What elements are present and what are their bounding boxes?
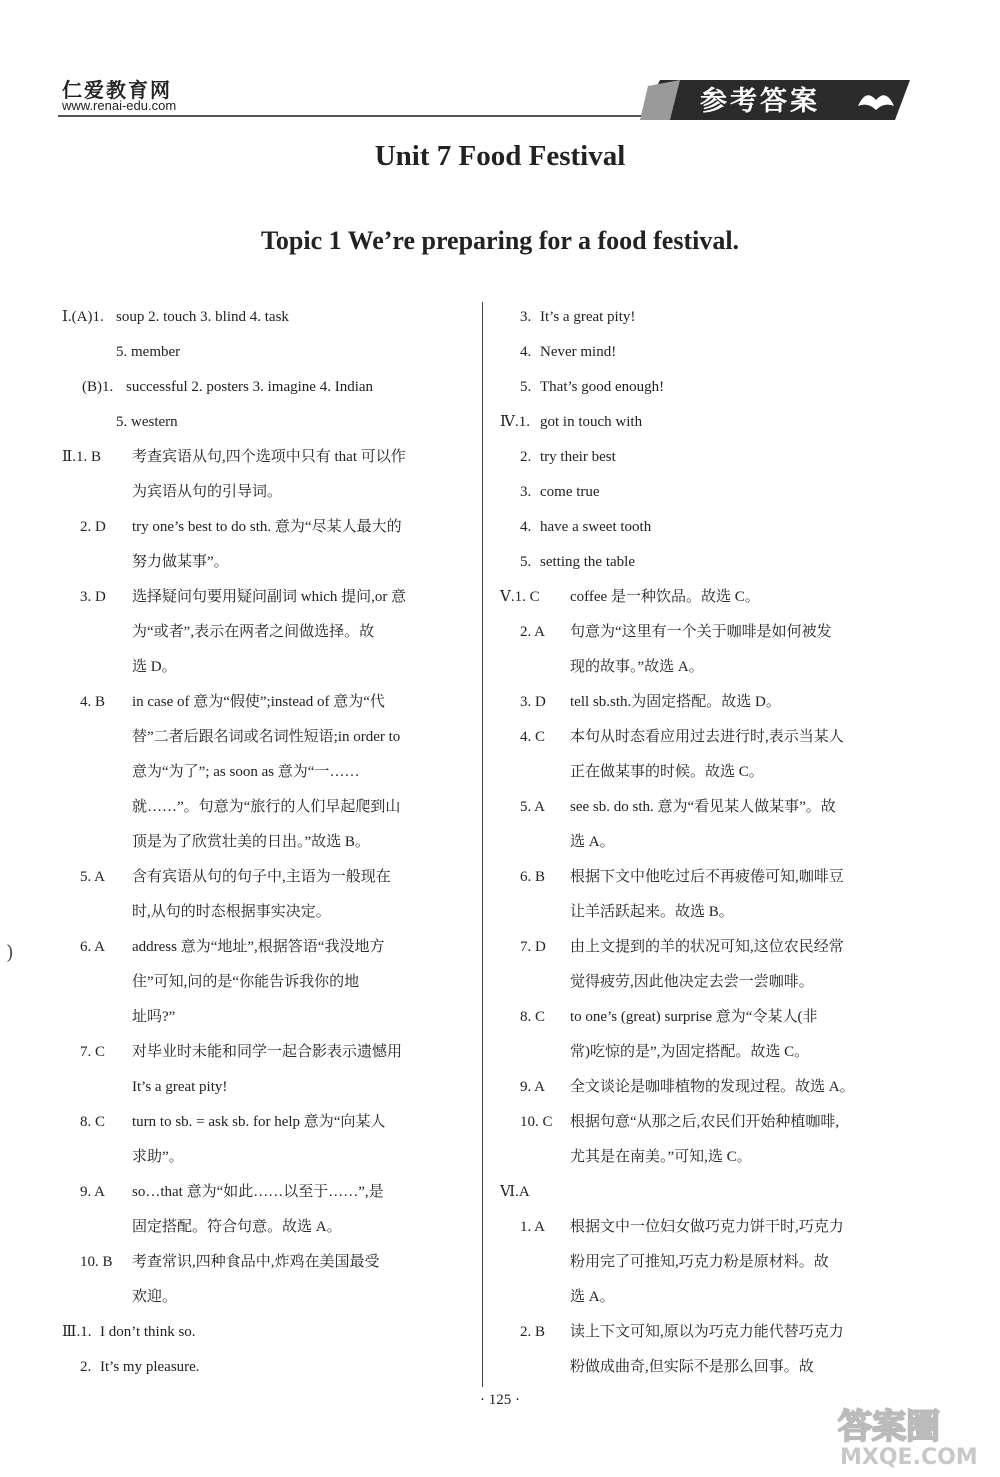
answer-label: 3. D: [520, 694, 546, 710]
answer-label: 7. C: [80, 1044, 106, 1060]
answer-text: It’s a great pity!: [132, 1079, 228, 1095]
answer-label: 4. B: [80, 694, 106, 710]
watermark-logo: [828, 1400, 988, 1470]
answer-label: Ⅲ.1.: [62, 1324, 92, 1340]
answer-label: Ⅰ.(A)1.: [62, 309, 104, 325]
watermark-bottom: MXQE.COM: [840, 1445, 978, 1470]
answer-text: have a sweet tooth: [540, 519, 652, 535]
answer-text: try their best: [540, 449, 616, 465]
answer-line: [500, 755, 910, 790]
answer-line: [500, 1140, 910, 1175]
answer-text: 住”可知,问的是“你能告诉我你的地: [132, 974, 360, 990]
answer-text: 替”二者后跟名词或名词性短语;in order to: [132, 729, 401, 745]
answer-line: [500, 440, 910, 475]
answer-label: 2. A: [520, 624, 546, 640]
answer-banner: [640, 76, 910, 122]
answer-text: 欢迎。: [132, 1289, 178, 1305]
answer-line: [500, 1070, 910, 1105]
answer-line: [62, 440, 467, 475]
answer-label: 8. C: [520, 1009, 546, 1025]
answer-text: 由上文提到的羊的状况可知,这位农民经常: [570, 939, 844, 955]
answer-line: [500, 335, 910, 370]
answer-text: try one’s best to do sth. 意为“尽某人最大的: [132, 519, 402, 535]
answer-line: [62, 1105, 467, 1140]
answer-text: 为“或者”,表示在两者之间做选择。故: [132, 624, 375, 640]
answer-label: Ⅳ.1.: [500, 414, 530, 430]
answer-label: 5. A: [520, 799, 546, 815]
answer-label: 2. B: [520, 1324, 546, 1340]
answer-line: [500, 545, 910, 580]
answer-text: 考查常识,四种食品中,炸鸡在美国最受: [132, 1254, 380, 1270]
banner-text: 参考答案: [700, 86, 820, 117]
answer-label: 1. A: [520, 1219, 546, 1235]
answer-text: so…that 意为“如此……以至于……”,是: [132, 1184, 384, 1200]
answer-label: 10. B: [80, 1254, 113, 1270]
watermark-top: 答案圈: [838, 1407, 940, 1447]
answer-text: 考查宾语从句,四个选项中只有 that 可以作: [132, 449, 406, 465]
answer-line: [62, 1175, 467, 1210]
answer-text: 对毕业时未能和同学一起合影表示遗憾用: [132, 1044, 403, 1060]
answer-text: 粉用完了可推知,巧克力粉是原材料。故: [570, 1254, 829, 1270]
answer-text: That’s good enough!: [540, 379, 665, 395]
answer-text: 5. member: [116, 344, 181, 360]
left-column: [62, 300, 467, 1385]
answer-text: 现的故事。”故选 A。: [570, 659, 704, 675]
answer-label: 9. A: [80, 1184, 106, 1200]
answer-text: 觉得疲劳,因此他决定去尝一尝咖啡。: [570, 974, 814, 990]
answer-text: come true: [540, 484, 600, 500]
answer-line: [62, 825, 467, 860]
answer-line: [500, 1105, 910, 1140]
answer-line: [500, 965, 910, 1000]
answer-line: [500, 650, 910, 685]
answer-text: 5. western: [116, 414, 178, 430]
answer-line: [500, 790, 910, 825]
answer-text: got in touch with: [540, 414, 643, 430]
answer-line: [62, 685, 467, 720]
answer-label: 7. D: [520, 939, 546, 955]
answer-text: 选 A。: [570, 1289, 615, 1305]
answer-line: [62, 300, 467, 335]
answer-line: [62, 930, 467, 965]
answer-label: 6. A: [80, 939, 106, 955]
answer-line: [500, 1280, 910, 1315]
answer-line: [62, 1140, 467, 1175]
answer-text: 根据下文中他吃过后不再疲倦可知,咖啡豆: [570, 869, 844, 885]
answer-label: 2.: [80, 1359, 92, 1375]
answer-text: 固定搭配。符合句意。故选 A。: [132, 1219, 342, 1235]
answer-line: [500, 475, 910, 510]
answer-line: [500, 720, 910, 755]
answer-text: It’s a great pity!: [540, 309, 636, 325]
answer-line: [500, 370, 910, 405]
answer-text: 意为“为了”; as soon as 意为“一……: [132, 764, 360, 780]
answer-text: 读上下文可知,原以为巧克力能代替巧克力: [570, 1324, 844, 1340]
answer-line: [500, 685, 910, 720]
answer-text: see sb. do sth. 意为“看见某人做某事”。故: [570, 799, 836, 815]
answer-text: It’s my pleasure.: [100, 1359, 200, 1375]
right-column: [500, 300, 910, 1385]
answer-line: [62, 755, 467, 790]
answer-line: [62, 475, 467, 510]
answer-line: [500, 510, 910, 545]
answer-text: 顶是为了欣赏壮美的日出。”故选 B。: [132, 834, 370, 850]
answer-line: [62, 790, 467, 825]
answer-line: [62, 965, 467, 1000]
answer-label: 9. A: [520, 1079, 546, 1095]
answer-text: 让羊活跃起来。故选 B。: [570, 904, 734, 920]
answer-label: 4. C: [520, 729, 546, 745]
answer-text: address 意为“地址”,根据答语“我没地方: [132, 939, 385, 955]
answer-line: [500, 825, 910, 860]
answer-line: [62, 1000, 467, 1035]
unit-title: Unit 7 Food Festival: [374, 140, 626, 172]
answer-line: [500, 1315, 910, 1350]
answer-text: 址吗?”: [132, 1009, 176, 1025]
answer-text: 句意为“这里有一个关于咖啡是如何被发: [570, 624, 832, 640]
answer-text: 含有宾语从句的句子中,主语为一般现在: [132, 869, 391, 885]
answer-label: Ⅵ.A: [500, 1184, 530, 1200]
answer-text: 选 D。: [132, 659, 177, 675]
answer-line: [500, 1350, 910, 1385]
answer-line: [500, 615, 910, 650]
answer-line: [62, 1315, 467, 1350]
answer-line: [62, 860, 467, 895]
answer-label: 2. D: [80, 519, 106, 535]
answer-text: 粉做成曲奇,但实际不是那么回事。故: [570, 1359, 814, 1375]
answer-line: [500, 1035, 910, 1070]
answer-text: 本句从时态看应用过去进行时,表示当某人: [570, 729, 844, 745]
answer-line: [500, 930, 910, 965]
answer-text: coffee 是一种饮品。故选 C。: [570, 589, 760, 605]
answer-line: [500, 1245, 910, 1280]
answer-line: [62, 1070, 467, 1105]
answer-line: [500, 1175, 910, 1210]
answer-text: 根据句意“从那之后,农民们开始种植咖啡,: [570, 1114, 840, 1130]
answer-line: [500, 895, 910, 930]
answer-line: [62, 1245, 467, 1280]
answer-label: Ⅴ.1. C: [500, 589, 540, 605]
answer-text: successful 2. posters 3. imagine 4. Indian: [126, 379, 374, 395]
answer-line: [62, 720, 467, 755]
answer-text: setting the table: [540, 554, 635, 570]
answer-text: 求助”。: [132, 1149, 184, 1165]
topic-title: Topic 1 We’re preparing for a food festival.: [260, 226, 740, 255]
answer-label: 3.: [520, 484, 532, 500]
answer-text: 根据文中一位妇女做巧克力饼干时,巧克力: [570, 1219, 844, 1235]
answer-label: 4.: [520, 344, 532, 360]
answer-line: [62, 1035, 467, 1070]
answer-text: to one’s (great) surprise 意为“令某人(非: [570, 1009, 818, 1025]
answer-label: 10. C: [520, 1114, 553, 1130]
header-url: www.renai-edu.com: [62, 98, 177, 113]
answer-text: 为宾语从句的引导词。: [132, 484, 283, 500]
answer-text: tell sb.sth.为固定搭配。故选 D。: [570, 694, 781, 710]
answer-text: Never mind!: [540, 344, 617, 360]
answer-text: 全文谈论是咖啡植物的发现过程。故选 A。: [570, 1079, 855, 1095]
header-logo: 仁爱教育网: [62, 78, 172, 102]
answer-label: 6. B: [520, 869, 546, 885]
answer-label: 5.: [520, 379, 532, 395]
answer-label: 2.: [520, 449, 532, 465]
answer-text: 努力做某事”。: [132, 554, 229, 570]
header-line: [58, 115, 668, 117]
answer-label: (B)1.: [82, 379, 114, 395]
answer-line: [500, 1210, 910, 1245]
answer-text: 常)吃惊的是”,为固定搭配。故选 C。: [570, 1044, 810, 1060]
answer-text: 正在做某事的时候。故选 C。: [570, 764, 764, 780]
answer-text: 选择疑问句要用疑问副词 which 提问,or 意: [132, 589, 407, 605]
answer-label: 3.: [520, 309, 532, 325]
answer-label: 5. A: [80, 869, 106, 885]
answer-text: 就……”。句意为“旅行的人们早起爬到山: [132, 799, 401, 815]
answer-label: 4.: [520, 519, 532, 535]
answer-label: Ⅱ.1. B: [62, 449, 101, 465]
answer-line: [500, 405, 910, 440]
answer-line: [500, 860, 910, 895]
margin-mark: ): [6, 940, 14, 964]
answer-line: [62, 1280, 467, 1315]
answer-label: 3. D: [80, 589, 106, 605]
answer-line: [62, 1350, 467, 1385]
answer-line: [62, 510, 467, 545]
answer-text: in case of 意为“假使”;instead of 意为“代: [132, 694, 385, 710]
answer-text: 选 A。: [570, 834, 615, 850]
answer-line: [500, 580, 910, 615]
answer-line: [62, 335, 467, 370]
answer-label: 5.: [520, 554, 532, 570]
answer-line: [62, 895, 467, 930]
column-divider: [482, 302, 483, 1387]
answer-line: [62, 580, 467, 615]
answer-text: soup 2. touch 3. blind 4. task: [116, 309, 289, 325]
answer-line: [500, 1000, 910, 1035]
answer-line: [62, 545, 467, 580]
answer-text: 尤其是在南美。”可知,选 C。: [570, 1149, 752, 1165]
answer-line: [62, 405, 467, 440]
answer-text: 时,从句的时态根据事实决定。: [132, 904, 331, 920]
answer-line: [500, 300, 910, 335]
answer-line: [62, 615, 467, 650]
answer-line: [62, 370, 467, 405]
answer-line: [62, 650, 467, 685]
page-number: · 125 ·: [480, 1392, 520, 1408]
answer-text: I don’t think so.: [100, 1324, 196, 1340]
answer-line: [62, 1210, 467, 1245]
answer-label: 8. C: [80, 1114, 106, 1130]
answer-text: turn to sb. = ask sb. for help 意为“向某人: [132, 1114, 386, 1130]
